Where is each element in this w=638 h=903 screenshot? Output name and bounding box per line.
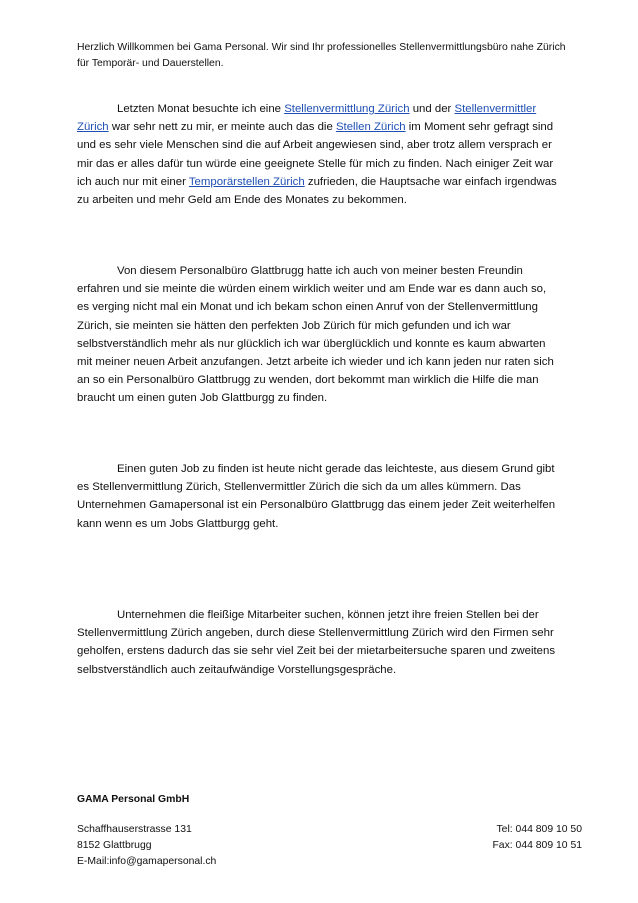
fax: Fax: 044 809 10 51 [492,840,582,851]
link-temporaerstellen-zuerich[interactable]: Temporärstellen Zürich [188,175,305,188]
link-stellenvermittler-zuerich[interactable]: Stellenvermittler Zürich [77,103,537,134]
paragraph-2: Von diesem Personalbüro Glattbrugg hatte ich auch von meiner besten Freundin erfahren und sie meinte die würden einem wirklich weiter und am Ende war es dann auch so, es verging nicht mal ein Monat und ich bekam schon einen Anruf von der Stellenvermittlung Zürich, sie meinten sie hätten den perfekten Job Zürich für mich gefunden und ich war selbstverständlich mehr als nur glücklich ich war überglücklich und konnte es kaum abwarten mit meiner neuen Arbeit anzufangen. Jetzt arbeite ich wieder und ich kann jeden nur raten sich an so ein Personalbüro Glattbrugg zu wenden, dort bekommt man wirklich die Hilfe die man braucht um einen guten Job Glattburgg zu finden. [77,265,554,405]
link-stellen-zuerich[interactable]: Stellen Zürich [335,121,406,134]
p1-text-5: zufrieden, die Hauptsache war einfach irgendwas zu arbeiten und mehr Geld am Ende des Monates zu bekommen. [77,175,557,207]
link-stellenvermittlung-zuerich[interactable]: Stellenvermittlung Zürich [284,103,410,115]
p1-text-1: Letzten Monat besuchte ich eine [117,103,285,115]
paragraph-1 [77,100,561,209]
p1-text-2: und der [409,103,455,115]
company-name: GAMA Personal GmbH [77,794,190,805]
email: E-Mail:info@gamapersonal.ch [77,856,217,867]
telephone: Tel: 044 809 10 50 [496,824,582,835]
paragraph-3: Einen guten Job zu finden ist heute nicht gerade das leichteste, aus diesem Grund gibt es Stellenvermittlung Zürich, Stellenvermittler Zürich die sich da um alles kümmern. Das Unternehmen Gamapersonal ist ein Personalbüro Glattbrugg das einem jeder Zeit weiterhelfen kann wenn es um Jobs Glattburgg geht. [77,463,556,530]
p1-text-4: im Moment sehr gefragt sind und es sehr viele Menschen sind die auf Arbeit angewiesen sind, aber trotz allem versprach er mir das er alles dafür tun würde eine geeignete Stelle für mich zu finden. Nach einiger Zeit war ich auch nur mit einer [77,121,554,188]
street: Schaffhauserstrasse 131 [77,824,192,835]
intro-text: Herzlich Willkommen bei Gama Personal. Wir sind Ihr professionelles Stellenvermittlungsbüro nahe Zürich für Temporär- und Dauerstellen. [77,42,566,69]
city: 8152 Glattbrugg [77,840,152,851]
address-block [77,822,216,870]
paragraph-4: Unternehmen die fleißige Mitarbeiter suchen, können jetzt ihre freien Stellen bei der Stellenvermittlung Zürich angeben, durch diese Stellenvermittlung Zürich wird den Firmen sehr geholfen, erstens dadurch das sie sehr viel Zeit bei der mietarbeitersuche sparen und zweitens selbstverständlich auch zeitaufwändige Vorstellungsgespräche. [77,609,556,676]
p1-text-3: war sehr nett zu mir, er meinte auch das die [108,121,336,134]
contact-block [492,822,582,854]
footer [77,792,582,867]
